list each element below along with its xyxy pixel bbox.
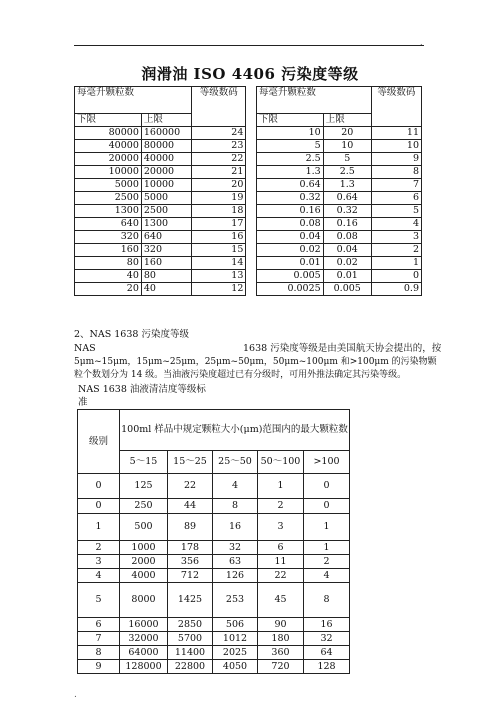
nas-count-cell: 1 — [304, 514, 350, 541]
iso-left-lower: 10000 — [75, 166, 142, 179]
nas-row — [78, 632, 350, 646]
nas-row — [78, 555, 350, 569]
nas-row — [78, 583, 350, 618]
nas-count-cell: 64 — [304, 646, 350, 660]
nas-size-header: 5～15 — [120, 451, 168, 474]
iso-right-grade: 2 — [371, 244, 421, 257]
iso-right-grade: 5 — [371, 205, 421, 218]
nas-count-cell: 1425 — [168, 583, 213, 618]
iso-count-header: 每毫升颗粒数 — [75, 87, 192, 114]
iso-right-grade: 11 — [371, 127, 421, 140]
nas-count-cell: 45 — [258, 583, 304, 618]
nas-size-header: 15～25 — [168, 451, 213, 474]
iso-left-upper: 20000 — [141, 166, 191, 179]
iso-right-upper: 0.005 — [323, 283, 371, 296]
iso-left-upper: 5000 — [141, 192, 191, 205]
nas-line2: 5μm~15μm，15μm~25μm，25μm~50μm，50μm~100μm 和>100μm 的污染物颗 — [74, 357, 437, 367]
iso-gap — [246, 87, 256, 296]
nas-count-cell: 712 — [168, 569, 213, 583]
nas-count-cell: 16 — [213, 514, 258, 541]
nas-count-cell: 720 — [258, 660, 304, 674]
nas-table-title-2: 准 — [78, 397, 88, 408]
nas-count-cell: 89 — [168, 514, 213, 541]
iso-left-upper: 640 — [141, 231, 191, 244]
iso-right-upper: 0.02 — [323, 257, 371, 270]
nas-count-cell: 90 — [258, 618, 304, 632]
iso-right-upper: 0.01 — [323, 270, 371, 283]
nas-count-cell: 4000 — [120, 569, 168, 583]
iso-left-lower: 20 — [75, 283, 142, 296]
iso-right-grade: 0.9 — [371, 283, 421, 296]
iso-right-grade: 8 — [371, 166, 421, 179]
iso-left-upper: 2500 — [141, 205, 191, 218]
iso-left-lower: 320 — [75, 231, 142, 244]
iso-left-lower: 5000 — [75, 179, 142, 192]
nas-grade-cell: 0 — [78, 499, 120, 514]
nas-count-cell: 500 — [120, 514, 168, 541]
nas-count-cell: 2 — [258, 499, 304, 514]
iso-left-lower: 80 — [75, 257, 142, 270]
nas-count-cell: 506 — [213, 618, 258, 632]
nas-row — [78, 474, 350, 499]
iso-right-upper: 0.08 — [323, 231, 371, 244]
nas-1638-table — [77, 409, 350, 674]
nas-count-cell: 2 — [304, 555, 350, 569]
page-title: 润滑油 ISO 4406 污染度等级 — [141, 65, 359, 83]
iso-right-upper: 2.5 — [323, 166, 371, 179]
nas-size-header: 25～50 — [213, 451, 258, 474]
nas-grade-cell: 3 — [78, 555, 120, 569]
iso-left-grade: 20 — [192, 179, 246, 192]
iso-right-upper: 0.64 — [323, 192, 371, 205]
iso-left-lower: 40000 — [75, 140, 142, 153]
nas-count-cell: 22 — [168, 474, 213, 499]
iso-left-lower: 160 — [75, 244, 142, 257]
iso-right-upper: 10 — [323, 140, 371, 153]
nas-count-cell: 6 — [258, 541, 304, 555]
iso-right-grade: 7 — [371, 179, 421, 192]
nas-row — [78, 618, 350, 632]
nas-count-cell: 4 — [304, 569, 350, 583]
nas-grade-cell: 9 — [78, 660, 120, 674]
nas-count-cell: 8 — [213, 499, 258, 514]
iso-right-lower: 0.16 — [256, 205, 323, 218]
iso-left-grade: 22 — [192, 153, 246, 166]
iso-left-upper: 160000 — [141, 127, 191, 140]
iso-left-upper: 160 — [141, 257, 191, 270]
footer-mark: . — [74, 690, 77, 700]
nas-grade-header: 级别 — [78, 410, 120, 474]
iso-left-grade: 24 — [192, 127, 246, 140]
iso-left-upper: 40000 — [141, 153, 191, 166]
nas-count-cell: 5700 — [168, 632, 213, 646]
iso-right-upper: 0.04 — [323, 244, 371, 257]
iso-count-header-right: 每毫升颗粒数 — [256, 87, 371, 114]
nas-row — [78, 499, 350, 514]
iso-right-lower: 0.0025 — [256, 283, 323, 296]
iso-right-upper: 0.32 — [323, 205, 371, 218]
iso-right-upper: 0.16 — [323, 218, 371, 231]
nas-size-header: >100 — [304, 451, 350, 474]
iso-right-upper: 5 — [323, 153, 371, 166]
iso-right-lower: 0.02 — [256, 244, 323, 257]
corner-mark: . — [420, 38, 423, 47]
header-rule — [74, 45, 424, 46]
iso-right-upper: 1.3 — [323, 179, 371, 192]
iso-left-lower: 80000 — [75, 127, 142, 140]
nas-count-cell: 2850 — [168, 618, 213, 632]
iso-left-grade: 23 — [192, 140, 246, 153]
nas-count-cell: 16 — [304, 618, 350, 632]
nas-count-cell: 178 — [168, 541, 213, 555]
nas-count-cell: 250 — [120, 499, 168, 514]
nas-count-cell: 32 — [304, 632, 350, 646]
nas-count-cell: 2025 — [213, 646, 258, 660]
iso-left-grade: 12 — [192, 283, 246, 296]
iso-left-grade: 21 — [192, 166, 246, 179]
iso-header-row — [75, 87, 422, 114]
iso-left-lower: 640 — [75, 218, 142, 231]
nas-count-cell: 1 — [258, 474, 304, 499]
nas-grade-cell: 7 — [78, 632, 120, 646]
nas-count-cell: 360 — [258, 646, 304, 660]
iso-right-lower: 1.3 — [256, 166, 323, 179]
iso-left-upper: 40 — [141, 283, 191, 296]
nas-grade-cell: 5 — [78, 583, 120, 618]
iso-right-lower: 5 — [256, 140, 323, 153]
iso-right-grade: 6 — [371, 192, 421, 205]
iso-right-upper: 20 — [323, 127, 371, 140]
nas-count-cell: 32 — [213, 541, 258, 555]
nas-table-body — [78, 410, 350, 674]
iso-4406-table — [74, 86, 422, 296]
nas-row — [78, 514, 350, 541]
nas-count-cell: 3 — [258, 514, 304, 541]
iso-right-lower: 0.32 — [256, 192, 323, 205]
nas-count-cell: 11400 — [168, 646, 213, 660]
iso-right-grade: 3 — [371, 231, 421, 244]
nas-grade-cell: 6 — [78, 618, 120, 632]
iso-left-grade: 17 — [192, 218, 246, 231]
iso-left-upper: 1300 — [141, 218, 191, 231]
nas-grade-cell: 1 — [78, 514, 120, 541]
nas-count-cell: 1000 — [120, 541, 168, 555]
nas-count-cell: 128 — [304, 660, 350, 674]
iso-upper-header: 上限 — [141, 114, 191, 127]
iso-left-upper: 80 — [141, 270, 191, 283]
nas-table-title-1: NAS 1638 油液清洁度等级标 — [78, 384, 206, 395]
iso-right-lower: 0.64 — [256, 179, 323, 192]
nas-count-cell: 16000 — [120, 618, 168, 632]
nas-count-cell: 8 — [304, 583, 350, 618]
nas-count-cell: 125 — [120, 474, 168, 499]
nas-count-cell: 1 — [304, 541, 350, 555]
nas-count-cell: 126 — [213, 569, 258, 583]
iso-right-lower: 0.01 — [256, 257, 323, 270]
iso-grade-header-right: 等级数码 — [371, 87, 421, 127]
iso-left-grade: 16 — [192, 231, 246, 244]
iso-left-lower: 20000 — [75, 153, 142, 166]
nas-count-cell: 128000 — [120, 660, 168, 674]
iso-left-lower: 1300 — [75, 205, 142, 218]
nas-count-cell: 0 — [304, 499, 350, 514]
nas-count-cell: 1012 — [213, 632, 258, 646]
nas-row — [78, 541, 350, 555]
iso-left-grade: 14 — [192, 257, 246, 270]
nas-count-cell: 22 — [258, 569, 304, 583]
iso-lower-header: 下限 — [75, 114, 142, 127]
nas-row — [78, 569, 350, 583]
iso-right-grade: 4 — [371, 218, 421, 231]
nas-count-cell: 0 — [304, 474, 350, 499]
iso-right-lower: 0.005 — [256, 270, 323, 283]
iso-lower-header-right: 下限 — [256, 114, 323, 127]
iso-right-lower: 0.08 — [256, 218, 323, 231]
nas-count-cell: 253 — [213, 583, 258, 618]
iso-right-grade: 0 — [371, 270, 421, 283]
nas-count-cell: 4050 — [213, 660, 258, 674]
nas-size-header: 50～100 — [258, 451, 304, 474]
nas-row — [78, 646, 350, 660]
iso-left-lower: 40 — [75, 270, 142, 283]
nas-count-cell: 2000 — [120, 555, 168, 569]
nas-count-cell: 32000 — [120, 632, 168, 646]
nas-count-cell: 4 — [213, 474, 258, 499]
nas-count-cell: 180 — [258, 632, 304, 646]
iso-upper-header-right: 上限 — [323, 114, 371, 127]
iso-left-upper: 10000 — [141, 179, 191, 192]
nas-count-cell: 63 — [213, 555, 258, 569]
nas-heading: 2、NAS 1638 污染度等级 — [74, 329, 189, 340]
iso-left-upper: 80000 — [141, 140, 191, 153]
iso-right-lower: 10 — [256, 127, 323, 140]
nas-line1-left: NAS — [74, 343, 96, 354]
iso-right-lower: 2.5 — [256, 153, 323, 166]
nas-line1-right: 1638 污染度等级是由美国航天协会提出的，按 — [243, 343, 442, 354]
iso-left-grade: 19 — [192, 192, 246, 205]
iso-right-lower: 0.04 — [256, 231, 323, 244]
iso-left-grade: 15 — [192, 244, 246, 257]
iso-right-grade: 10 — [371, 140, 421, 153]
nas-header-row — [78, 410, 350, 451]
nas-group-header: 100ml 样品中规定颗粒大小(μm)范围内的最大颗粒数 — [120, 410, 350, 451]
nas-count-cell: 22800 — [168, 660, 213, 674]
iso-left-grade: 18 — [192, 205, 246, 218]
nas-count-cell: 11 — [258, 555, 304, 569]
nas-grade-cell: 8 — [78, 646, 120, 660]
iso-left-upper: 320 — [141, 244, 191, 257]
iso-left-grade: 13 — [192, 270, 246, 283]
iso-grade-header: 等级数码 — [192, 87, 246, 127]
iso-right-grade: 9 — [371, 153, 421, 166]
nas-count-cell: 8000 — [120, 583, 168, 618]
iso-right-grade: 1 — [371, 257, 421, 270]
nas-grade-cell: 2 — [78, 541, 120, 555]
nas-count-cell: 64000 — [120, 646, 168, 660]
nas-count-cell: 44 — [168, 499, 213, 514]
iso-table-body — [75, 87, 422, 296]
nas-row — [78, 660, 350, 674]
nas-line3: 粒个数划分为 14 级。当油液污染度超过已有分级时，可用外推法确定其污染等级。 — [74, 370, 407, 380]
nas-grade-cell: 0 — [78, 474, 120, 499]
nas-grade-cell: 4 — [78, 569, 120, 583]
iso-left-lower: 2500 — [75, 192, 142, 205]
nas-count-cell: 356 — [168, 555, 213, 569]
